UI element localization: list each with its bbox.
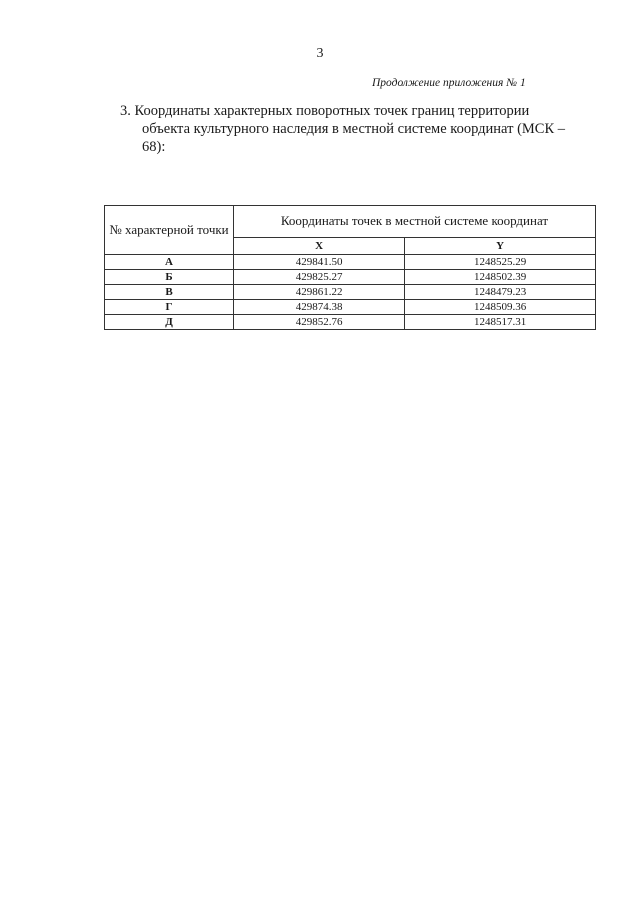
y-value: 1248509.36: [405, 300, 596, 315]
section-heading-line-1: 3. Координаты характерных поворотных точек границ территории: [120, 103, 530, 119]
appendix-continuation-label: Продолжение приложения № 1: [372, 77, 526, 89]
x-value: 429852.76: [234, 315, 405, 330]
table-row: [105, 300, 596, 315]
y-value: 1248517.31: [405, 315, 596, 330]
table-row: [105, 255, 596, 270]
column-x-header: X: [234, 237, 405, 254]
y-value: 1248525.29: [405, 255, 596, 270]
section-heading-line-3: 68):: [142, 139, 166, 155]
x-value: 429861.22: [234, 285, 405, 300]
point-label: В: [105, 285, 234, 300]
section-heading-line-2: объекта культурного наследия в местной системе координат (МСК –: [142, 121, 566, 137]
page-number: 3: [316, 46, 324, 61]
y-value: 1248479.23: [405, 285, 596, 300]
column-y-header: Y: [405, 237, 596, 254]
table-row: [105, 270, 596, 285]
point-label: Б: [105, 270, 234, 285]
point-label: А: [105, 255, 234, 270]
coordinates-table: [104, 205, 596, 330]
x-value: 429874.38: [234, 300, 405, 315]
table-row: [105, 285, 596, 300]
coordinates-header: Координаты точек в местной системе координат: [234, 206, 596, 238]
table-row: [105, 315, 596, 330]
section-heading: [120, 102, 590, 156]
point-label: Д: [105, 315, 234, 330]
y-value: 1248502.39: [405, 270, 596, 285]
x-value: 429825.27: [234, 270, 405, 285]
table-header-row: [105, 206, 596, 238]
x-value: 429841.50: [234, 255, 405, 270]
point-number-header: № характерной точки: [105, 206, 234, 255]
point-label: Г: [105, 300, 234, 315]
